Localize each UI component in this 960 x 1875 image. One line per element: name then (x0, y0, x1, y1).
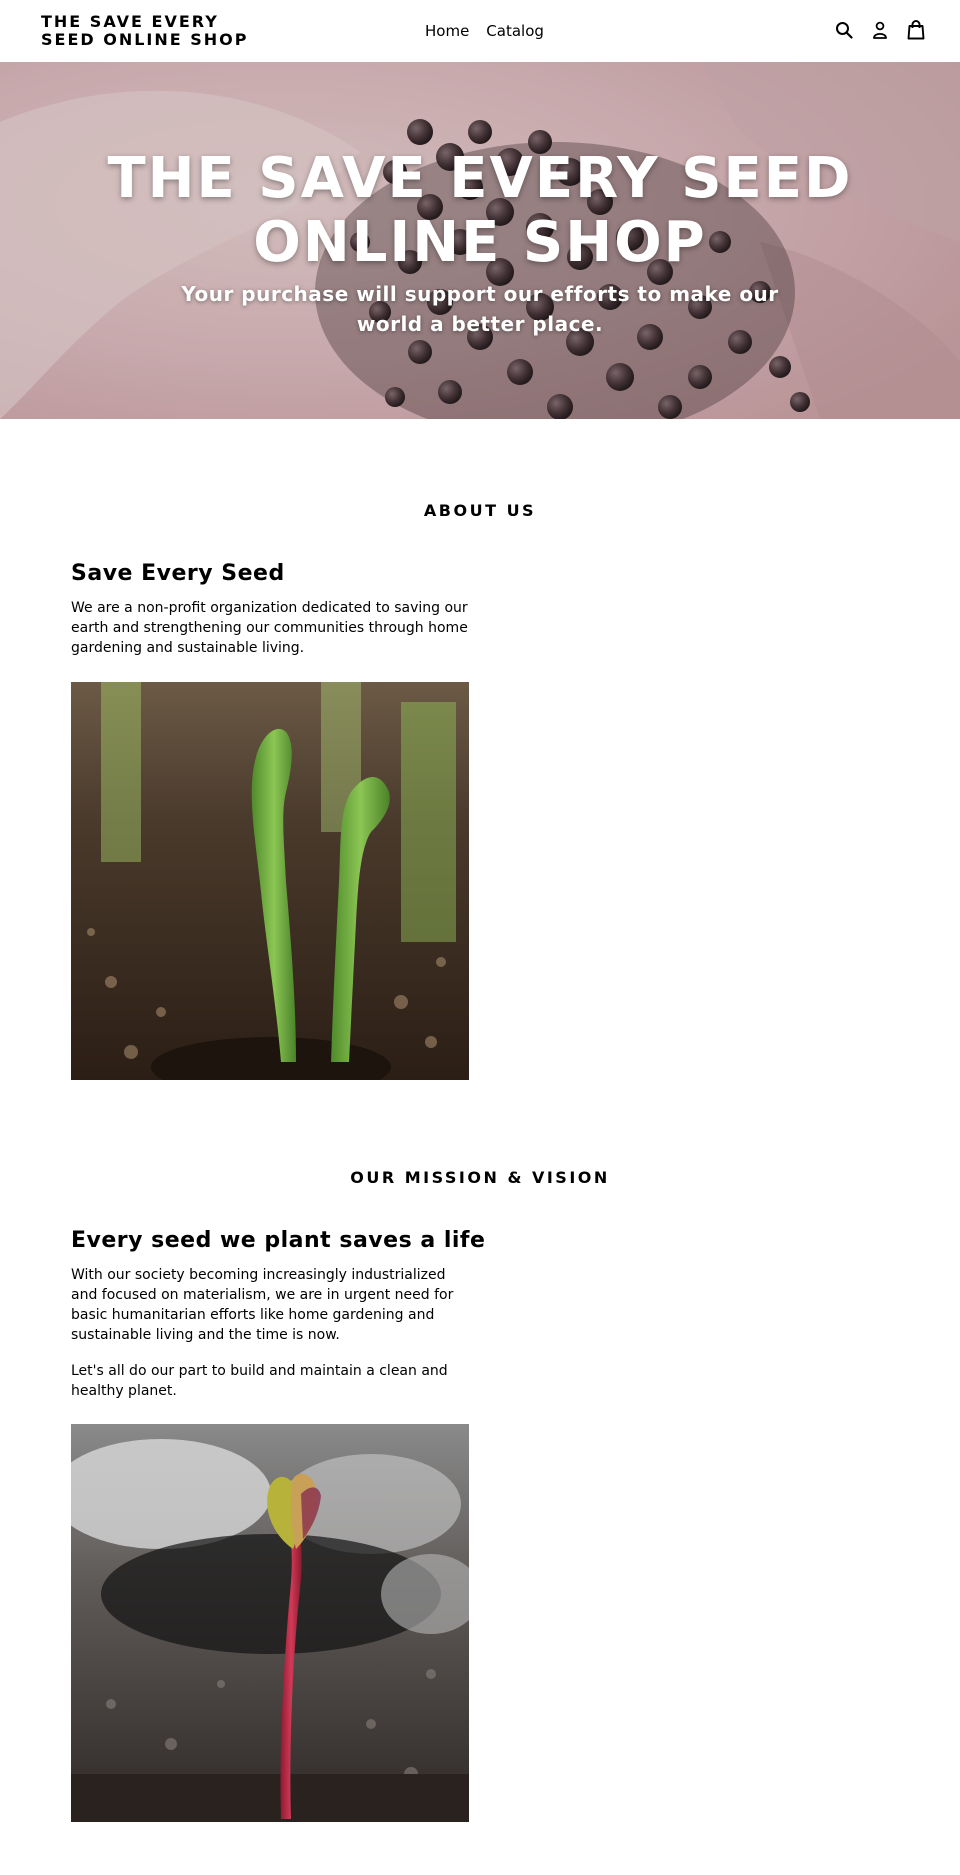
mission-heading: Every seed we plant saves a life (71, 1228, 486, 1253)
mission-paragraph-2: Let's all do our part to build and maintain a clean and healthy planet. (71, 1363, 448, 1399)
about-heading: Save Every Seed (71, 561, 285, 586)
search-icon[interactable] (834, 19, 854, 41)
cart-icon[interactable] (906, 19, 926, 41)
nav-home-link[interactable]: Home (425, 22, 470, 40)
site-header (0, 0, 960, 62)
hero-subtitle: Your purchase will support our efforts to make our world a better place. (181, 282, 779, 336)
about-text: We are a non-profit organization dedicated to saving our earth and strengthening our communities through home gardening and sustainable living. (71, 600, 468, 656)
hero-title: THE SAVE EVERY SEED ONLINE SHOP (107, 146, 853, 275)
sprout-photo (71, 1424, 469, 1822)
mission-section-title: OUR MISSION & VISION (350, 1168, 610, 1187)
header-icons (834, 19, 926, 41)
site-logo[interactable]: THE SAVE EVERY SEED ONLINE SHOP (41, 12, 249, 49)
main-nav (425, 21, 544, 41)
nav-catalog-link[interactable]: Catalog (486, 22, 544, 40)
seedling-photo (71, 682, 469, 1080)
account-icon[interactable] (870, 19, 890, 41)
about-section-title: ABOUT US (423, 501, 537, 520)
hero-banner (0, 62, 960, 419)
mission-paragraph-1: With our society becoming increasingly industrialized and focused on materialism, we are in urgent need for basic humanitarian efforts like home gardening and sustainable living and the time is now. (71, 1267, 454, 1343)
